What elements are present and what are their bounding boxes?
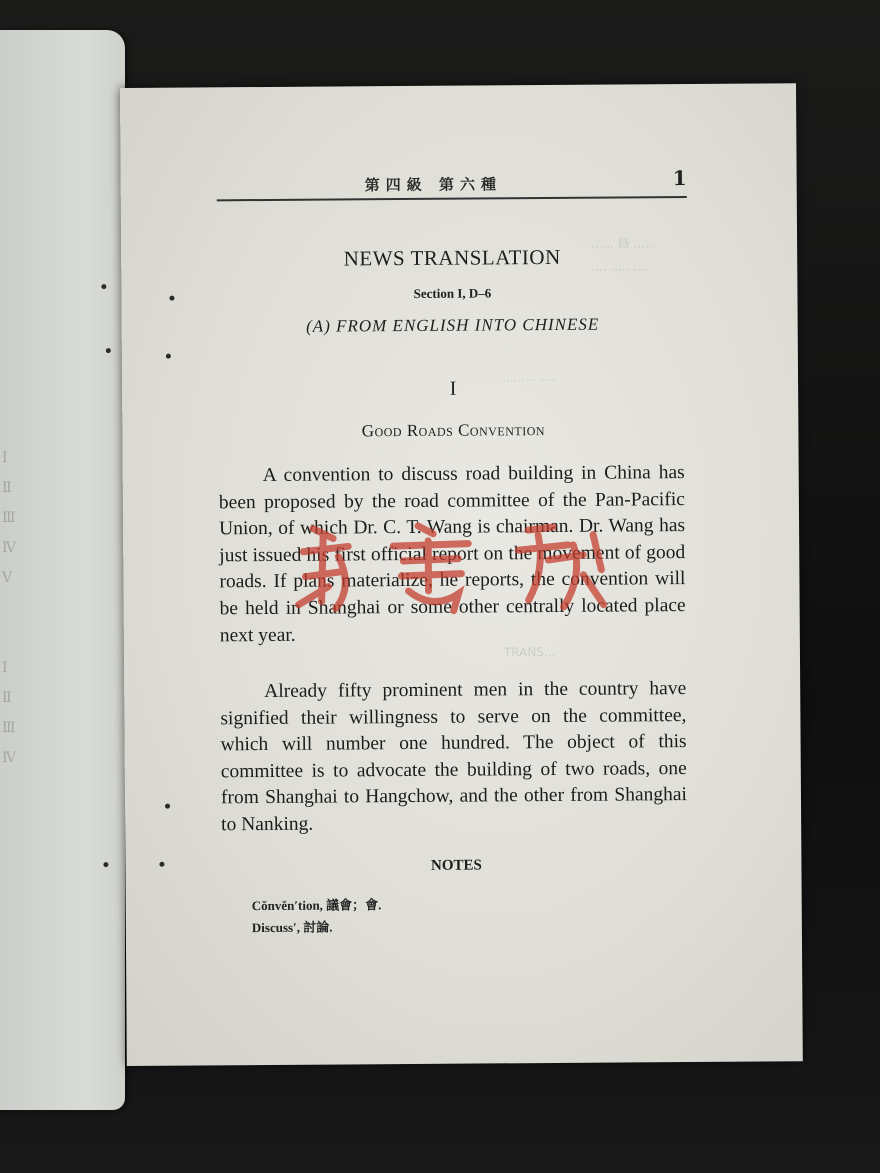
article-paragraph: Already fifty prominent men in the country have signified their willingness to serve on the committee, which will number one hundred. The object of this committee is to advocate the building of two roads, one from Shanghai to Hangchow, and the other from Shanghai to Nanking.: [220, 678, 688, 836]
running-head: [217, 166, 687, 209]
binding-hole: [165, 804, 170, 809]
page-number: 1: [672, 166, 687, 191]
page-title: NEWS TRANSLATION: [343, 244, 561, 271]
note-item: Cŏnvĕn′tion, 議會；會.: [251, 897, 382, 914]
header-rule: [217, 196, 687, 201]
bleed-through-text: Ⅱ: [2, 480, 12, 496]
bleed-through-text: Ⅳ: [2, 540, 16, 556]
section-label: Section I, D–6: [413, 285, 492, 301]
subtitle: (A) FROM ENGLISH INTO CHINESE: [306, 314, 600, 336]
binding-hole: [159, 862, 164, 867]
bleed-through-text: Ⅲ: [2, 720, 16, 736]
bleed-through-text: ......... ....: [501, 369, 556, 385]
note-item: Discuss′, 討論.: [251, 919, 333, 936]
bleed-through-text: Ⅲ: [2, 510, 16, 526]
bleed-through-text: TRANS...: [503, 644, 556, 660]
document-page: [120, 83, 803, 1066]
article-paragraph: A convention to discuss road building in China has been proposed by the road committee of the Pan-Pacific Union, of which Dr. C. T. Wang is chairman. Dr. Wang has just issued his first official report on the movement of good roads. If plans materialize, he reports, the convention will be held in Shanghai or some other centrally located place next year.: [218, 462, 686, 646]
binding-hole: [106, 348, 111, 353]
previous-page-edge: [0, 30, 125, 1110]
bleed-through-text: Ⅰ: [2, 450, 8, 466]
notes-heading: NOTES: [430, 857, 482, 874]
binding-hole: [101, 284, 106, 289]
bleed-through-text: Ⅰ: [2, 660, 8, 676]
bleed-through-text: ...... 路 ......: [591, 236, 657, 251]
bleed-through-text: Ⅳ: [2, 750, 16, 766]
article-number: I: [449, 377, 457, 400]
binding-hole: [169, 296, 174, 301]
binding-hole: [103, 862, 108, 867]
article-title: Good Roads Convention: [361, 420, 546, 441]
bleed-through-text: Ⅱ: [2, 690, 12, 706]
bleed-through-text: .... ..... ....: [591, 259, 649, 274]
running-head-chinese: 第四級 第六種: [364, 175, 502, 195]
bleed-through-text: Ⅴ: [2, 570, 13, 586]
binding-hole: [166, 354, 171, 359]
